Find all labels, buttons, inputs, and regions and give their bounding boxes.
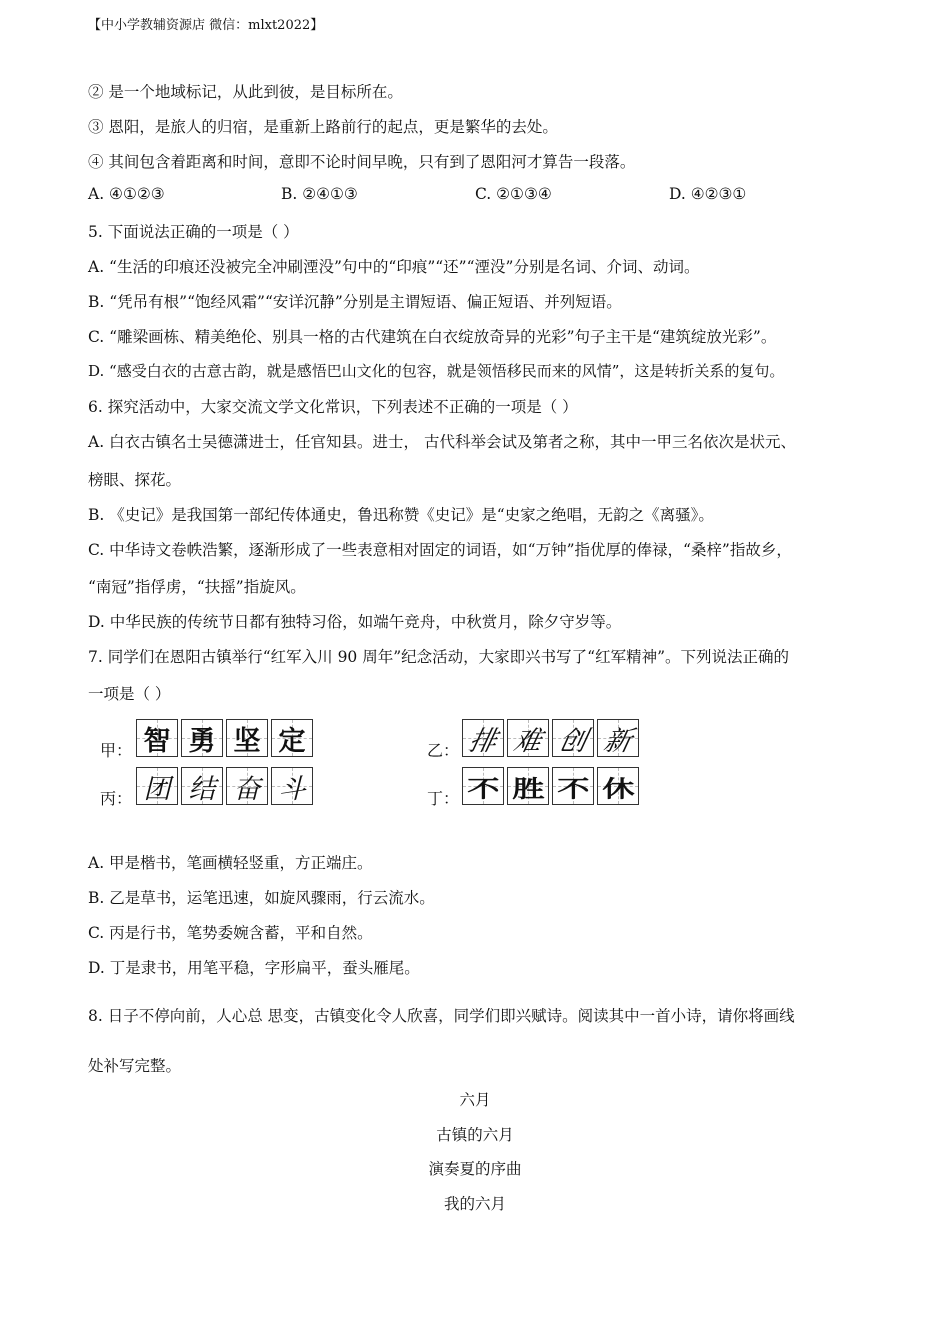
q4-option-d: D. ④②③① (669, 185, 747, 203)
q7-option-b: B. 乙是草书，运笔迅速，如旋风骤雨，行云流水。 (88, 889, 435, 907)
q6-option-c-line2: “南冠”指俘虏，“扶摇”指旋风。 (88, 578, 306, 596)
calligraphy-cell: 勇 (181, 719, 223, 757)
calligraphy-label-jia: 甲： (100, 741, 133, 760)
q6-option-a-line2: 榜眼、探花。 (88, 471, 182, 489)
q4-option-b: B. ②④①③ (281, 185, 358, 203)
calligraphy-label-yi: 乙： (427, 741, 460, 760)
q5-option-a: A. “生活的印痕还没被完全冲刷湮没”句中的“印痕”“还”“湮没”分别是名词、介词、动词。 (88, 258, 700, 276)
calligraphy-cell: 定 (271, 719, 313, 757)
q8-stem-line1: 8. 日子不停向前，人心总 思变，古镇变化令人欣喜，同学们即兴赋诗。阅读其中一首小诗，请你将画线 (88, 1007, 795, 1025)
q6-stem: 6. 探究活动中，大家交流文学文化常识，下列表述不正确的一项是（ ） (88, 398, 578, 416)
calligraphy-cell: 坚 (226, 719, 268, 757)
q7-stem-line2: 一项是（ ） (88, 685, 171, 703)
poem-line: 我的六月 (443, 1195, 506, 1213)
calligraphy-jia (136, 719, 313, 757)
q5-stem: 5. 下面说法正确的一项是（ ） (88, 223, 299, 241)
q8-stem-line2: 处补写完整。 (88, 1057, 182, 1075)
q6-option-d: D. 中华民族的传统节日都有独特习俗，如端午竞舟，中秋赏月，除夕守岁等。 (88, 613, 622, 631)
calligraphy-yi (462, 719, 639, 757)
calligraphy-cell: 休 (597, 767, 639, 805)
q7-stem-line1: 7. 同学们在恩阳古镇举行“红军入川 90 周年”纪念活动，大家即兴书写了“红军精神”。下列说法正确的 (88, 648, 789, 666)
page-header: 【中小学教辅资源店 微信：mlxt2022】 (88, 18, 324, 33)
calligraphy-cell: 奋 (226, 767, 268, 805)
q5-option-d: D. “感受白衣的古意古韵，就是感悟巴山文化的包容，就是领悟移民而来的风情”，这是转折关系的复句。 (88, 362, 785, 380)
calligraphy-bing (136, 767, 313, 805)
calligraphy-ding (462, 767, 639, 805)
q6-option-a-line1: A. 白衣古镇名士吴德潇进士，任官知县。进士， 古代科举会试及第者之称，其中一甲三名依次是状元、 (88, 433, 796, 451)
calligraphy-cell: 排 (462, 719, 504, 757)
q6-option-c-line1: C. 中华诗文卷帙浩繁，逐渐形成了一些表意相对固定的词语，如“万钟”指优厚的俸禄，“桑梓”指故乡， (88, 541, 792, 559)
q5-option-b: B. “凭吊有根”“饱经风霜”“安详沉静”分别是主谓短语、偏正短语、并列短语。 (88, 293, 622, 311)
q5-option-c: C. “雕梁画栋、精美绝伦、别具一格的古代建筑在白衣绽放奇异的光彩”句子主干是“建筑绽放光彩”。 (88, 328, 777, 346)
calligraphy-cell: 团 (136, 767, 178, 805)
calligraphy-label-bing: 丙： (100, 789, 133, 808)
q4-sentence-3: ③ 恩阳，是旅人的归宿，是重新上路前行的起点，更是繁华的去处。 (88, 118, 558, 136)
q4-sentence-2: ② 是一个地域标记，从此到彼，是目标所在。 (88, 83, 403, 101)
calligraphy-cell: 不 (552, 767, 594, 805)
q4-option-a: A. ④①②③ (88, 185, 165, 203)
calligraphy-cell: 创 (552, 719, 594, 757)
q4-option-c: C. ②①③④ (475, 185, 552, 203)
q4-sentence-4: ④ 其间包含着距离和时间，意即不论时间早晚，只有到了恩阳河才算告一段落。 (88, 153, 636, 171)
calligraphy-cell: 难 (507, 719, 549, 757)
calligraphy-cell: 不 (462, 767, 504, 805)
calligraphy-cell: 新 (597, 719, 639, 757)
calligraphy-cell: 结 (181, 767, 223, 805)
calligraphy-label-ding: 丁： (427, 789, 460, 808)
q7-option-a: A. 甲是楷书，笔画横轻竖重，方正端庄。 (88, 854, 373, 872)
q6-option-b: B. 《史记》是我国第一部纪传体通史，鲁迅称赞《史记》是“史家之绝唱，无韵之《离骚》。 (88, 506, 714, 524)
poem-title: 六月 (459, 1091, 491, 1109)
q7-option-d: D. 丁是隶书，用笔平稳，字形扁平，蚕头雁尾。 (88, 959, 420, 977)
calligraphy-cell: 智 (136, 719, 178, 757)
calligraphy-cell: 胜 (507, 767, 549, 805)
q7-option-c: C. 丙是行书，笔势委婉含蓄，平和自然。 (88, 924, 373, 942)
calligraphy-cell: 斗 (271, 767, 313, 805)
poem-line: 演奏夏的序曲 (428, 1160, 522, 1178)
poem-line: 古镇的六月 (436, 1126, 514, 1144)
